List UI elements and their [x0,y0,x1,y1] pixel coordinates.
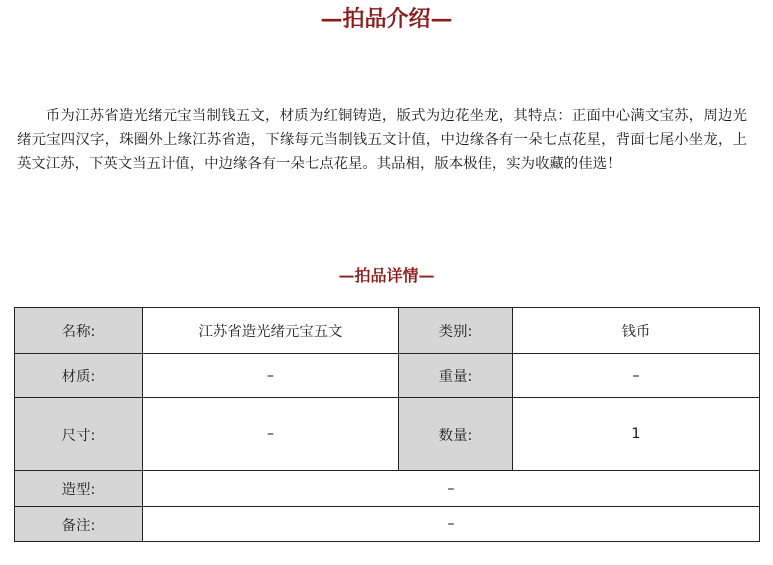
remark-value: – [143,507,760,542]
shape-value: – [143,471,760,507]
weight-label: 重量: [399,354,513,398]
table-row [15,507,760,542]
remark-label: 备注: [15,507,143,542]
quantity-value: 1 [513,398,760,471]
table-row [15,308,760,354]
table-row [15,354,760,398]
material-value: – [143,354,399,398]
weight-value: – [513,354,760,398]
shape-label: 造型: [15,471,143,507]
item-details-table [14,307,760,542]
category-value: 钱币 [513,308,760,354]
item-description: 币为江苏省造光绪元宝当制钱五文，材质为红铜铸造，版式为边花坐龙，其特点：正面中心满文宝苏，周边光绪元宝四汉字，珠圈外上缘江苏省造，下缘每元当制钱五文计值，中边缘各有一朵七点花星，背面七尾小坐龙，上英文江苏，下英文当五计值，中边缘各有一朵七点花星。其品相，版本极佳，实为收藏的佳选！ [17,108,747,172]
name-value: 江苏省造光绪元宝五文 [143,308,399,354]
category-label: 类别: [399,308,513,354]
size-value: – [143,398,399,471]
quantity-label: 数量: [399,398,513,471]
intro-section-title: —拍品介绍— [320,6,453,32]
size-label: 尺寸: [15,398,143,471]
details-section-title: —拍品详情— [338,266,435,285]
table-row [15,471,760,507]
table-row [15,398,760,471]
material-label: 材质: [15,354,143,398]
name-label: 名称: [15,308,143,354]
